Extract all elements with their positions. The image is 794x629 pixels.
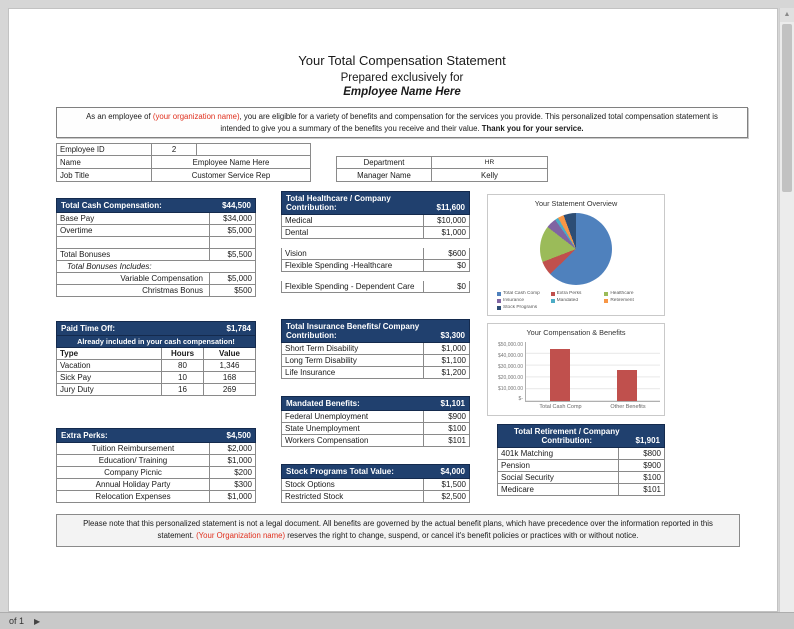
pie-chart-box [487,194,665,316]
table-row [281,479,470,491]
row-value: Customer Service Rep [191,170,271,180]
table-row [56,156,311,169]
bar-x-label: Total Cash Comp [539,404,582,411]
column-header: Type [60,349,79,359]
title-block [56,53,748,98]
bar-y-axis [492,342,525,402]
row-label: Education/ Training [98,456,168,466]
table-row [281,227,470,239]
section-paid-time-off [56,321,256,396]
section-total: $44,500 [222,201,251,211]
table-row [56,143,311,156]
legal-disclaimer [56,514,740,546]
section-title: Extra Perks: [61,431,108,441]
row-value: $1,000 [423,343,469,354]
y-tick-label: $30,000.00 [497,363,523,370]
section-total: $3,300 [440,331,465,341]
table-row [56,225,256,237]
section-title: Total Insurance Benefits/ Company Contribution: [286,322,420,341]
row-value: 2 [152,144,197,155]
pto-type: Sick Pay [60,373,92,383]
bonus-includes-note: Total Bonuses Includes: [67,262,152,272]
table-row [56,455,256,467]
pto-subheader: Already included in your cash compensation! [56,336,256,348]
page-subtitle: Prepared exclusively for [340,72,464,84]
table-row [281,435,470,447]
row-label: Flexible Spending - Dependent Care [285,282,415,292]
bar [617,370,637,401]
section-total-cash-compensation [56,198,256,297]
spacer-row [281,239,470,248]
table-row [281,215,470,227]
table-row [281,367,470,379]
section-title: Paid Time Off: [61,324,116,334]
row-label: Tuition Reimbursement [91,444,175,454]
row-value: $200 [209,467,255,478]
row-value: $0 [423,281,469,292]
row-value: HR [484,159,495,167]
legend-item: Insurance [497,298,548,303]
y-tick-label: $- [518,396,523,403]
disclaimer-text: Please note that this personalized statement is not a legal document. All benefits are governed by the actual benefit plans, which have precedence over the information reported in this statement. [83,519,713,541]
legend-swatch [497,306,501,310]
row-label: Workers Compensation [285,436,369,446]
row-label: Short Term Disability [285,344,359,354]
table-row [56,261,256,273]
section-total: $1,101 [440,399,465,409]
row-label: Overtime [60,226,93,236]
section-header [56,198,256,213]
row-value: $800 [618,448,664,459]
table-row [336,169,548,182]
employee-info [56,143,748,182]
table-row [497,484,665,496]
row-value: $1,100 [423,355,469,366]
section-total: $4,000 [440,467,465,477]
table-row [56,491,256,503]
section-total: $11,600 [436,203,465,213]
section-title: Stock Programs Total Value: [286,467,394,477]
page-content [56,53,748,547]
bar-chart-box [487,323,665,416]
left-column [56,191,256,503]
table-row [281,343,470,355]
legend-item: Retirement [604,298,655,303]
row-label: Restricted Stock [285,492,344,502]
pie-chart-title: Your Statement Overview [534,199,618,209]
table-row [497,448,665,460]
page-indicator: of 1 [9,616,25,626]
page-title: Your Total Compensation Statement [298,53,506,68]
main-columns [56,191,748,503]
row-label: State Unemployment [285,424,360,434]
pto-value: 269 [203,384,255,395]
table-row [56,213,256,225]
section-header [56,428,256,443]
y-tick-label: $20,000.00 [497,374,523,381]
column-header: Value [203,348,255,359]
row-label: Dental [285,228,309,238]
row-value: $900 [423,411,469,422]
section-header [281,191,470,215]
row-label: 401k Matching [501,449,554,459]
row-label: Social Security [501,473,554,483]
table-row [281,281,470,293]
row-value: $34,000 [209,213,255,224]
pto-hours: 16 [161,384,203,395]
bar-chart-title: Your Compensation & Benefits [526,328,626,338]
next-page-button[interactable]: ▶ [34,616,41,626]
row-value: Kelly [481,170,498,180]
row-value: $101 [618,484,664,495]
table-row [56,237,256,249]
intro-thanks: Thank you for your service. [481,123,584,133]
row-label: Life Insurance [285,368,336,378]
row-value: $500 [209,285,255,296]
column-header: Hours [161,348,203,359]
row-value: $1,200 [423,367,469,378]
scrollbar-thumb[interactable] [782,24,792,192]
section-header [497,424,665,448]
row-label: Job Title [57,169,152,181]
row-value: $5,000 [209,225,255,236]
scroll-up-icon[interactable]: ▲ [780,8,794,22]
org-name-placeholder: (your organization name) [152,112,240,121]
row-label: Annual Holiday Party [95,480,171,490]
table-row [281,355,470,367]
legend-swatch [551,292,555,296]
row-value [209,237,255,248]
row-value: $1,500 [423,479,469,490]
statement-page [8,8,778,612]
row-label: Department [337,157,432,168]
bar-chart-area [492,342,660,402]
row-value: $5,000 [209,273,255,284]
employee-info-right-table [336,156,548,182]
section-total: $1,901 [635,436,660,446]
table-row [56,273,256,285]
table-row [497,460,665,472]
row-value: Employee Name Here [192,157,270,167]
section-header [281,396,470,411]
row-label: Manager Name [337,169,432,181]
bar [550,349,570,402]
pie-legend [492,291,660,310]
legend-swatch [604,292,608,296]
legend-swatch [497,299,501,303]
pto-hours: 10 [161,372,203,383]
section-total: $4,500 [226,431,251,441]
table-row [281,423,470,435]
empty-cell [197,144,310,155]
bar-x-axis [525,404,660,410]
row-value: $1,000 [209,455,255,466]
intro-text: As an employee of [86,112,153,121]
section-retirement [497,424,665,496]
legend-item: Extra Perks [551,291,602,296]
pto-type: Jury Duty [60,385,94,395]
row-label: Employee ID [57,144,152,155]
legend-swatch [497,292,501,296]
spacer-row [281,272,470,281]
table-row [56,479,256,491]
row-value: $1,000 [423,227,469,238]
row-value: $2,000 [209,443,255,454]
table-row [56,467,256,479]
row-label: Medicare [501,485,534,495]
pager-bar [0,612,794,629]
pto-value: 168 [203,372,255,383]
row-label: Pension [501,461,530,471]
row-label: Total Bonuses [60,250,111,260]
row-value: $101 [423,435,469,446]
row-value: $10,000 [423,215,469,226]
pto-hours: 80 [161,360,203,371]
row-value: $100 [618,472,664,483]
row-label: Variable Compensation [120,274,203,284]
legend-item: Healthcare [604,291,655,296]
legend-swatch [551,299,555,303]
row-label: Vision [285,249,307,259]
row-label [57,237,209,248]
legend-item: Mandated [551,298,602,303]
table-row [56,360,256,372]
employee-info-left-table [56,143,311,182]
section-stock-programs [281,464,470,503]
table-row [56,372,256,384]
section-title: Mandated Benefits: [286,399,360,409]
table-row [281,491,470,503]
intro-note [56,107,748,138]
table-row [336,156,548,169]
row-value: $1,000 [209,491,255,502]
row-label: Christmas Bonus [142,286,203,296]
table-row [56,443,256,455]
row-label: Medical [285,216,313,226]
section-insurance [281,319,470,379]
legend-item: Total Cash Comp [497,291,548,296]
section-header [281,464,470,479]
middle-column [281,191,470,503]
table-row [497,472,665,484]
disclaimer-text: reserves the right to change, suspend, or cancel it's benefit policies or practices with or without notice. [285,531,639,541]
table-row [56,384,256,396]
bar-plot [525,342,660,402]
row-value: $600 [423,248,469,259]
table-row [281,248,470,260]
pto-type: Vacation [60,361,91,371]
row-value: $2,500 [423,491,469,502]
legend-swatch [604,299,608,303]
vertical-scrollbar[interactable] [779,8,794,612]
row-value: $900 [618,460,664,471]
y-tick-label: $40,000.00 [497,353,523,360]
row-value: $5,500 [209,249,255,260]
section-title: Total Cash Compensation: [61,201,162,211]
pie-chart [540,213,612,285]
legend-item: Stock Programs [497,305,548,310]
section-mandated-benefits [281,396,470,447]
row-label: Federal Unemployment [285,412,369,422]
row-label: Long Term Disability [285,356,357,366]
section-header [281,319,470,343]
section-title: Total Healthcare / Company Contribution: [286,194,391,213]
table-row [56,249,256,261]
row-label: Flexible Spending -Healthcare [285,261,393,271]
row-value: $100 [423,423,469,434]
row-value: $300 [209,479,255,490]
right-column [487,191,665,503]
table-header-row [56,348,256,360]
section-title: Total Retirement / Company Contribution: [513,427,620,446]
row-label: Relocation Expenses [95,492,171,502]
y-tick-label: $10,000.00 [497,385,523,392]
row-label: Name [57,156,152,168]
section-extra-perks [56,428,256,503]
section-header [56,321,256,336]
org-name-placeholder: (Your Organization name) [196,531,286,541]
intro-text: , you are eligible for a variety of benefits and compensation for the services you provide. This personalized total compensation statement is intended to give you a summary of the benefits you receive and their value. [220,112,718,133]
employee-name-heading: Employee Name Here [343,86,461,98]
row-label: Stock Options [285,480,335,490]
pto-value: 1,346 [203,360,255,371]
row-label: Company Picnic [104,468,162,478]
table-row [281,260,470,272]
row-value: $0 [423,260,469,271]
section-healthcare [281,191,470,293]
table-row [56,169,311,182]
bar-x-label: Other Benefits [610,404,646,411]
table-row [281,411,470,423]
section-total: $1,784 [226,324,251,334]
y-tick-label: $50,000.00 [497,342,523,349]
row-label: Base Pay [60,214,95,224]
table-row [56,285,256,297]
